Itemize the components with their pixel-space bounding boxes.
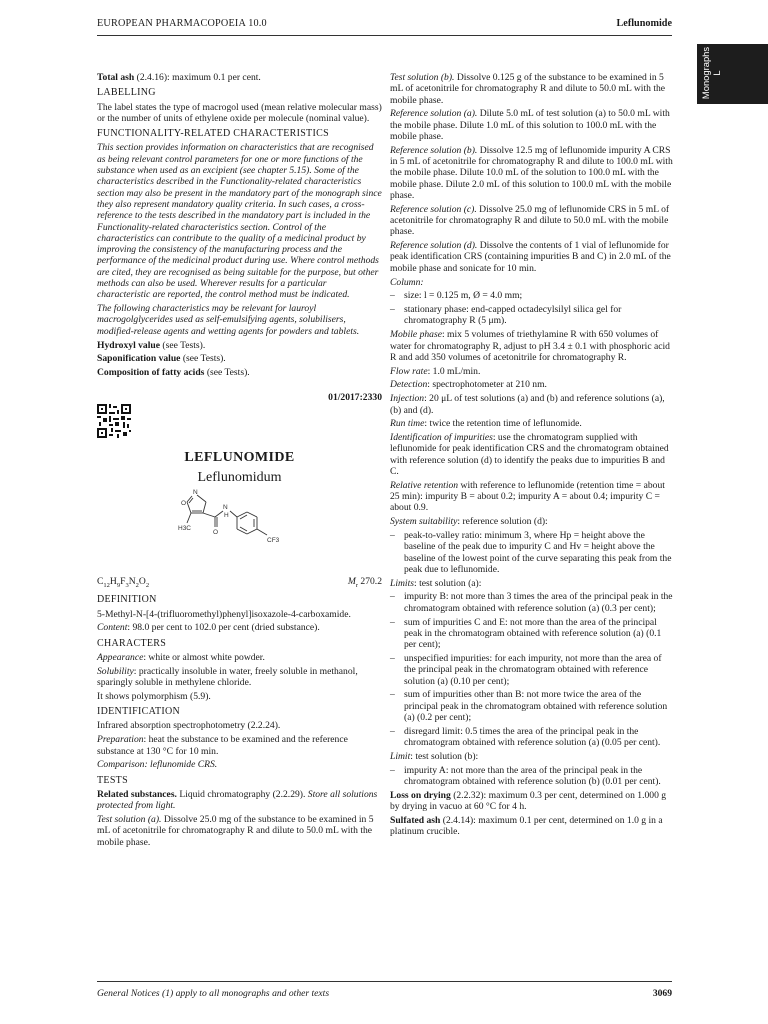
- page-header: [97, 16, 672, 36]
- page-number: 3069: [652, 988, 672, 999]
- ring-oxygen-label: O: [181, 500, 187, 508]
- frc-text-2: The following characteristics may be relevant for lauroyl macrogolglycerides used as self-emulsifying agents, solubilisers, modified-release agents and wetting agents for powders and tablets.: [97, 303, 360, 337]
- detection: Detection: spectrophotometer at 210 nm.: [390, 379, 547, 391]
- mobile-phase: Mobile phase: mix 5 volumes of triethylamine R with 650 volumes of water for chromatography R, adjust to pH 3.4 ± 0.1 with phosphoric acid R and add 350 volumes of acetonitrile for chromatography R.: [390, 329, 670, 363]
- monograph-title: LEFLUNOMIDE: [184, 450, 295, 466]
- tests-heading: TESTS: [97, 774, 128, 786]
- hydroxyl-value: Hydroxyl value (see Tests).: [97, 339, 206, 351]
- relative-retention: Relative retention with reference to leflunomide (retention time = about 25 min): impurity B = about 0.2; impurity A = about 0.4; impurity C = about 0.9.: [390, 479, 665, 514]
- qr-code-icon: [97, 404, 131, 438]
- related-substances: Related substances. Liquid chromatography (2.2.29). Store all solutions protected from light.: [97, 788, 378, 812]
- general-notices-note: General Notices (1) apply to all monographs and other texts: [97, 988, 330, 999]
- right-column: [390, 72, 673, 840]
- section-tab: [697, 44, 768, 104]
- limits-heading: Limits: test solution (a):: [390, 577, 482, 589]
- frc-heading: FUNCTIONALITY-RELATED CHARACTERISTICS: [97, 128, 329, 140]
- identification-heading: IDENTIFICATION: [97, 706, 181, 718]
- carbonyl-oxygen-label: O: [213, 529, 219, 537]
- reference-solution-d: Reference solution (d). Dissolve the contents of 1 vial of leflunomide for peak identification CRS (containing impurities B and C) in 2.0 mL of the mobile phase and sonicate for 10 min.: [390, 240, 671, 274]
- definition-text: 5-Methyl-N-[4-(trifluoromethyl)phenyl]isoxazole-4-carboxamide.: [97, 608, 351, 620]
- section-tab-label: Monographs: [700, 46, 711, 100]
- amide-nitrogen-label: N: [223, 504, 228, 512]
- limit-disregard: – disregard limit: 0.5 times the area of the principal peak in the chromatogram obtained with reference solution (a) (0.05 per cent).: [390, 726, 673, 749]
- solubility-text: Solubility: practically insoluble in water, freely soluble in methanol, sparingly soluble in methylene chloride.: [97, 665, 358, 689]
- limit-sum-other: – sum of impurities other than B: not more twice the area of the principal peak in the chromatogram obtained with reference solution (a) (0.2 per cent);: [390, 689, 673, 723]
- flow-rate: Flow rate: 1.0 mL/min.: [390, 365, 481, 377]
- column-size: – size: l = 0.125 m, Ø = 4.0 mm;: [390, 290, 673, 301]
- column-stationary-phase: – stationary phase: end-capped octadecylsilyl silica gel for chromatography R (5 μm).: [390, 304, 673, 327]
- loss-on-drying: Loss on drying (2.2.32): maximum 0.3 per cent, determined on 1.000 g by drying in vacuo at 60 °C for 4 h.: [390, 789, 667, 813]
- amide-hydrogen-label: H: [224, 512, 229, 520]
- limit-impurity-a: – impurity A: not more than the area of the principal peak in the chromatogram obtained with reference solution (b) (0.01 per cent).: [390, 765, 673, 788]
- relative-molecular-mass: $M_r$ 270.2: [347, 576, 382, 590]
- total-ash-paragraph: Total ash (2.4.16): maximum 0.1 per cent.: [97, 72, 261, 83]
- methyl-label: H3C: [178, 525, 192, 533]
- monograph-running-title: Leflunomide: [616, 18, 672, 29]
- labelling-heading: LABELLING: [97, 87, 156, 99]
- run-time: Run time: twice the retention time of leflunomide.: [390, 418, 582, 430]
- left-column: [97, 72, 382, 850]
- limit-unspecified: – unspecified impurities: for each impurity, not more than the area of the principal peak in the chromatogram obtained with reference solution (a) (0.10 per cent);: [390, 653, 673, 687]
- peak-to-valley-ratio: – peak-to-valley ratio: minimum 3, where Hp = height above the baseline of the peak due to impurity C and Hv = height above the baseline of the lowest point of the curve separating this peak from the peak due to leflunomide.: [390, 530, 673, 575]
- comparison-text: Comparison: leflunomide CRS.: [97, 759, 218, 771]
- monograph-id: 01/2017:2330: [328, 392, 382, 404]
- publication-title: EUROPEAN PHARMACOPOEIA 10.0: [97, 18, 267, 29]
- preparation-text: Preparation: heat the substance to be examined and the reference substance at 130 °C for 10 min.: [97, 734, 348, 757]
- limit-b-heading: Limit: test solution (b):: [390, 750, 479, 762]
- reference-solution-c: Reference solution (c). Dissolve 25.0 mg of leflunomide CRS in 5 mL of acetonitrile for chromatography R and dilute to 50.0 mL with the mobile phase.: [390, 203, 670, 238]
- content-text: Content: 98.0 per cent to 102.0 per cent (dried substance).: [97, 622, 320, 634]
- fatty-acids: Composition of fatty acids (see Tests).: [97, 367, 250, 379]
- test-solution-b: Test solution (b). Dissolve 0.125 g of the substance to be examined in 5 mL of acetonitrile for chromatography R and dilute to 50.0 mL with the mobile phase.: [390, 72, 666, 106]
- molecular-formula: $C_{12}H_9F_3N_2O_2$: [97, 576, 150, 590]
- injection: Injection: 20 μL of test solutions (a) and (b) and reference solutions (a), (b) and (d).: [390, 393, 665, 416]
- definition-heading: DEFINITION: [97, 594, 157, 606]
- ring-nitrogen-label: N: [193, 489, 198, 497]
- reference-solution-a: Reference solution (a). Dilute 5.0 mL of test solution (a) to 50.0 mL with the mobile phase. Dilute 1.0 mL of this solution to 100.0 mL with the mobile phase.: [390, 108, 670, 142]
- formula-row: [97, 576, 382, 590]
- limit-impurities-c-e: – sum of impurities C and E: not more than the area of the principal peak in the chromatogram obtained with reference solution (a) (0.1 per cent);: [390, 617, 673, 651]
- saponification-value: Saponification value (see Tests).: [97, 353, 226, 365]
- characters-heading: CHARACTERS: [97, 637, 167, 649]
- trifluoromethyl-label: CF3: [267, 537, 280, 545]
- identification-of-impurities: Identification of impurities: use the chromatogram supplied with leflunomide for peak identification CRS and the chromatogram obtained with reference solution (d) to identify the peaks due to impurities B and C.: [390, 432, 669, 477]
- latin-title: Leflunomidum: [197, 469, 282, 485]
- appearance-text: Appearance: white or almost white powder.: [97, 652, 265, 663]
- frc-text-1: This section provides information on characteristics that are recognised as being relevant control parameters for one or more functions of the substance when used as an excipient (see chapter 5.15). Some of the characteristics described in the Functionality-related characteristics section may also be present in the mandatory part of the monograph since they also represent mandatory quality criteria. In such cases, a cross-reference to the tests described in the mandatory part is included in the Functionality-related characteristics section. Control of the characteristics can contribute to the quality of a medicinal product by improving the consistency of the manufacturing process and the performance of the medicinal product during use. Where control methods are cited, they are recognised as being suitable for the purpose, but other methods can also be used. Wherever results for a particular characteristic are reported, the control method must be indicated.: [97, 142, 382, 301]
- section-tab-letter: L: [711, 70, 722, 76]
- limit-impurity-b: – impurity B: not more than 3 times the area of the principal peak in the chromatogram obtained with reference solution (a) (0.3 per cent);: [390, 591, 673, 614]
- structural-formula: [175, 489, 305, 567]
- page-footer: [97, 981, 672, 1001]
- polymorphism-text: It shows polymorphism (5.9).: [97, 690, 211, 702]
- labelling-text: The label states the type of macrogol used (mean relative molecular mass) or the number of units of ethylene oxide per molecule (nominal value).: [97, 101, 382, 124]
- reference-solution-b: Reference solution (b). Dissolve 12.5 mg of leflunomide impurity A CRS in 5 mL of acetonitrile for chromatography R and dilute to 100.0 mL with the mobile phase. Dilute 10.0 mL of the solution to 100.0 mL with the mobile phase. Dilute 2.0 mL of this solution to 100.0 mL with the mobile phase.: [390, 144, 673, 201]
- sulfated-ash: Sulfated ash (2.4.14): maximum 0.1 per cent, determined on 1.0 g in a platinum crucible.: [390, 814, 663, 838]
- column-heading: Column:: [390, 276, 424, 288]
- test-solution-a: Test solution (a). Dissolve 25.0 mg of the substance to be examined in 5 mL of acetonitrile for chromatography R and dilute to 50.0 mL with the mobile phase.: [97, 814, 374, 848]
- system-suitability: System suitability: reference solution (d):: [390, 516, 548, 528]
- ir-text: Infrared absorption spectrophotometry (2.2.24).: [97, 720, 281, 732]
